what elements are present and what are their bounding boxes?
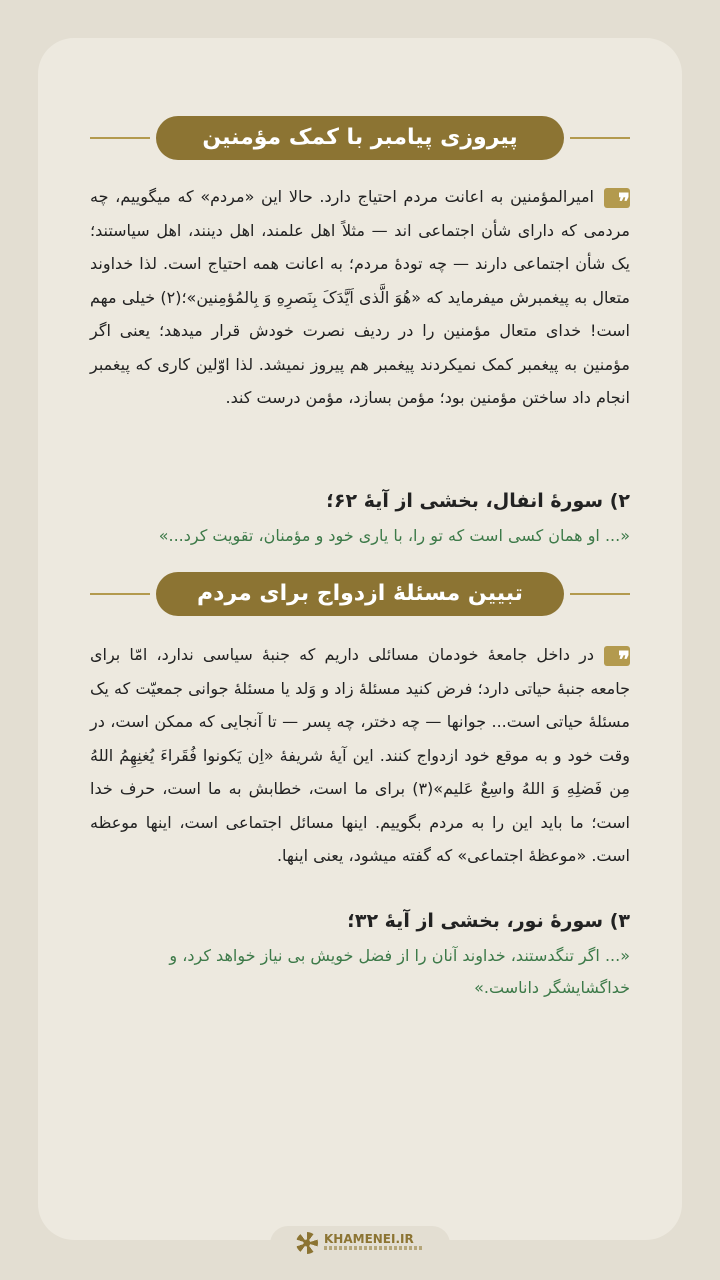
logo-subtitle-decoration <box>324 1246 424 1250</box>
logo-text: KHAMENEI.IR <box>324 1232 414 1246</box>
khamenei-logo[interactable] <box>296 1232 426 1254</box>
section-title-2: تبیین مسئلهٔ ازدواج برای مردم <box>156 572 564 616</box>
reference-text-2: «... اگر تنگدستند، خداوند آنان را از فضل خویش بی نیاز خواهد کرد، و خداگشایشگر داناست.» <box>169 946 630 997</box>
reference-title-1: ۲) سورهٔ انفال، بخشی از آیهٔ ۶۲؛ <box>326 490 630 512</box>
reference-text-1: «... او همان کسی است که تو را، با یاری خود و مؤمنان، تقویت کرد...» <box>158 526 630 545</box>
reference-title-2: ۳) سورهٔ نور، بخشی از آیهٔ ۳۲؛ <box>347 910 630 932</box>
section-header-1 <box>0 116 720 160</box>
quote-icon: ❞ <box>604 646 630 666</box>
logo-emblem-icon <box>296 1232 318 1254</box>
header-rule-right <box>570 137 630 139</box>
paragraph-1 <box>90 180 630 415</box>
header-rule-left <box>90 593 150 595</box>
paragraph-2 <box>90 638 630 873</box>
paragraph-2-text: در داخل جامعهٔ خودمان مسائلی داریم که جنبهٔ سیاسی ندارد، امّا برای جامعه جنبهٔ حیاتی دارد؛ فرض کنید مسئلهٔ زاد و وَلد یا مسئلهٔ جوانی جمعیّت که یک مسئلهٔ حیاتی است... جوانها — چه دختر، چه پسر — تا آنجایی که ممکن است، در وقت خود و به موقع خود ازدواج کنند. این آیهٔ شریفهٔ «اِن یَکونوا فُقَراءَ یُغنِهِمُ اللهُ مِن فَضلِهِ وَ اللهُ واسِعٌ عَلیم»(۳) برای ما است، خطابش به ما است، حرف خدا است؛ ما باید این را به مردم بگوییم. اینها مسائل اجتماعی است، اینها موعظه است. «موعظهٔ اجتماعی» که گفته میشود، یعنی اینها. <box>90 645 631 865</box>
header-rule-left <box>90 137 150 139</box>
section-title-1: پیروزی پیامبر با کمک مؤمنین <box>156 116 564 160</box>
header-rule-right <box>570 593 630 595</box>
paragraph-1-text: امیرالمؤمنین به اعانت مردم احتیاج دارد. حالا این «مردم» که میگوییم، چه مردمی که دارای شأن اجتماعی اند — مثلاً اهل علمند، اهل دینند، اهل سیاستند؛ یک شأن اجتماعی دارند — چه تودهٔ مردم؛ به اعانت همه احتیاج است. لذا خداوند متعال به پیغمبرش میفرماید که «هُوَ الَّذی اَیَّدَکَ بِنَصرِهِ وَ بِالمُؤمِنین»؛(۲) خیلی مهم است! خدای متعال مؤمنین را در ردیف نصرت خودش قرار میدهد؛ یعنی اگر مؤمنین به پیغمبر کمک نمیکردند پیغمبر هم پیروز نمیشد. لذا اوّلین کاری که پیغمبر انجام داد ساختن مؤمنین بود؛ مؤمن بسازد، مؤمن درست کند. <box>90 187 630 407</box>
quote-icon: ❞ <box>604 188 630 208</box>
section-header-2 <box>0 572 720 616</box>
